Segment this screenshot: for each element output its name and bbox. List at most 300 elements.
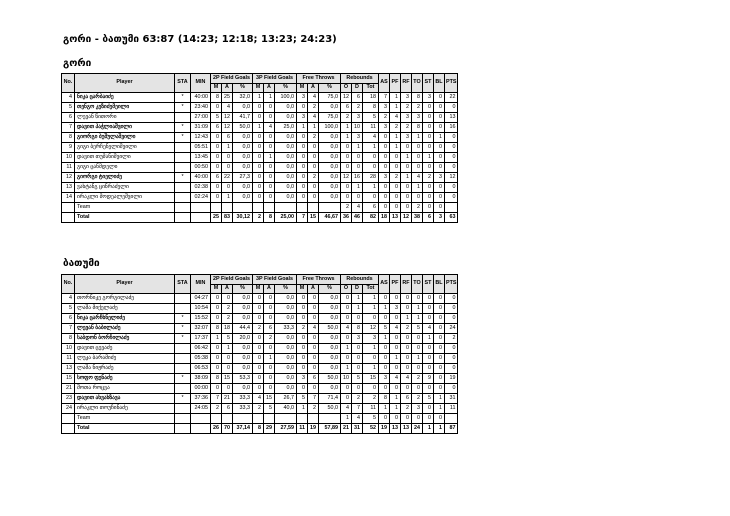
stat-p3p: 0,0 xyxy=(275,143,297,153)
stat-o: 12 xyxy=(341,173,352,183)
total-stat-rf: 12 xyxy=(401,213,412,223)
stat-p3m: 0 xyxy=(253,364,264,374)
col-subheader-a: A xyxy=(222,285,233,294)
blank-cell xyxy=(175,203,191,213)
stat-p2m: 2 xyxy=(211,404,222,414)
stat-to: 1 xyxy=(412,133,423,143)
col-subheader-a: A xyxy=(264,285,275,294)
stat-p3m: 0 xyxy=(253,314,264,324)
starter-mark: * xyxy=(175,314,191,324)
stat-p3a: 5 xyxy=(264,404,275,414)
stat-p2a: 21 xyxy=(222,394,233,404)
blank-cell xyxy=(191,213,211,223)
stat-d: 2 xyxy=(352,394,363,404)
col-header-3p: 3P Field Goals xyxy=(253,74,297,84)
total-stat-p2m: 26 xyxy=(211,424,222,434)
stat-st: 0 xyxy=(423,163,434,173)
team-stat-rf: 0 xyxy=(401,203,412,213)
minutes: 06:53 xyxy=(191,364,211,374)
blank-cell xyxy=(253,203,264,213)
stat-as: 0 xyxy=(379,314,390,324)
stat-p2a: 12 xyxy=(222,113,233,123)
stat-d: 1 xyxy=(352,143,363,153)
stat-p2a: 1 xyxy=(222,143,233,153)
stat-as: 5 xyxy=(379,324,390,334)
stat-bl: 0 xyxy=(434,354,445,364)
stat-p2a: 1 xyxy=(222,193,233,203)
stat-p2a: 0 xyxy=(222,364,233,374)
minutes: 40:00 xyxy=(191,173,211,183)
stat-ftm: 0 xyxy=(297,143,308,153)
total-stat-bl: 1 xyxy=(434,424,445,434)
col-header-sta: STA xyxy=(175,74,191,93)
stat-pts: 0 xyxy=(445,143,458,153)
stat-bl: 1 xyxy=(434,133,445,143)
stat-d: 1 xyxy=(352,294,363,304)
stat-o: 0 xyxy=(341,314,352,324)
stat-tot: 0 xyxy=(363,153,379,163)
col-subheader-m: M xyxy=(253,285,264,294)
stat-fta: 0 xyxy=(308,344,319,354)
stat-p2m: 7 xyxy=(211,394,222,404)
stat-rf: 3 xyxy=(401,113,412,123)
stat-tot: 11 xyxy=(363,404,379,414)
stat-p2a: 0 xyxy=(222,163,233,173)
starter-mark xyxy=(175,183,191,193)
stat-tot: 1 xyxy=(363,364,379,374)
stat-ftm: 0 xyxy=(297,314,308,324)
stat-p3p: 40,0 xyxy=(275,404,297,414)
stat-tot: 1 xyxy=(363,143,379,153)
stat-pf: 0 xyxy=(390,183,401,193)
player-name: დავით პაჭლიაშვილი xyxy=(75,123,175,133)
col-subheader-o: O xyxy=(341,285,352,294)
stat-st: 0 xyxy=(423,354,434,364)
stat-tot: 1 xyxy=(363,183,379,193)
stat-st: 0 xyxy=(423,143,434,153)
stat-rf: 0 xyxy=(401,364,412,374)
stat-st: 0 xyxy=(423,113,434,123)
stat-ftp: 0,0 xyxy=(319,153,341,163)
minutes: 05:38 xyxy=(191,354,211,364)
col-header-to: TO xyxy=(412,74,423,93)
col-header-st: ST xyxy=(423,74,434,93)
stat-as: 3 xyxy=(379,123,390,133)
stat-d: 1 xyxy=(352,304,363,314)
stat-tot: 3 xyxy=(363,334,379,344)
team-stat-pf: 0 xyxy=(390,203,401,213)
stat-tot: 18 xyxy=(363,93,379,103)
col-subheader-a: A xyxy=(222,84,233,93)
stat-p3a: 6 xyxy=(264,324,275,334)
stat-to: 0 xyxy=(412,334,423,344)
stat-to: 3 xyxy=(412,113,423,123)
stat-p3a: 0 xyxy=(264,133,275,143)
starter-mark xyxy=(175,384,191,394)
stat-as: 1 xyxy=(379,334,390,344)
stat-p2m: 6 xyxy=(211,123,222,133)
col-header-min: MIN xyxy=(191,275,211,294)
stat-o: 0 xyxy=(341,334,352,344)
team-stat-bl: 0 xyxy=(434,203,445,213)
team-name-away: ბათუმი xyxy=(63,258,100,269)
stat-d: 0 xyxy=(352,354,363,364)
stat-p2m: 0 xyxy=(211,163,222,173)
stat-pf: 0 xyxy=(390,344,401,354)
stat-p3m: 0 xyxy=(253,294,264,304)
stat-bl: 0 xyxy=(434,93,445,103)
total-stat-st: 6 xyxy=(423,213,434,223)
stat-p2m: 0 xyxy=(211,193,222,203)
stat-p3m: 0 xyxy=(253,374,264,384)
stat-pts: 0 xyxy=(445,354,458,364)
blank-cell xyxy=(191,414,211,424)
starter-mark: * xyxy=(175,103,191,113)
stat-p3p: 0,0 xyxy=(275,344,297,354)
stat-ftp: 0,0 xyxy=(319,173,341,183)
team-stat-to: 0 xyxy=(412,414,423,424)
blank-cell xyxy=(191,203,211,213)
stat-o: 0 xyxy=(341,143,352,153)
player-name: ნიკა ცარბაიძე xyxy=(75,93,175,103)
stat-p2a: 25 xyxy=(222,93,233,103)
starter-mark xyxy=(175,153,191,163)
starter-mark xyxy=(175,354,191,364)
stat-bl: 0 xyxy=(434,344,445,354)
stat-tot: 4 xyxy=(363,133,379,143)
stat-st: 0 xyxy=(423,364,434,374)
stat-ftm: 0 xyxy=(297,364,308,374)
stat-st: 5 xyxy=(423,394,434,404)
player-row xyxy=(62,173,474,183)
stat-p3m: 1 xyxy=(253,93,264,103)
team-stat-as: 0 xyxy=(379,414,390,424)
total-stat-tot: 52 xyxy=(363,424,379,434)
stat-d: 8 xyxy=(352,324,363,334)
stat-rf: 1 xyxy=(401,153,412,163)
stat-rf: 0 xyxy=(401,294,412,304)
col-subheader-d: D xyxy=(352,285,363,294)
stat-to: 0 xyxy=(412,143,423,153)
blank-cell xyxy=(297,414,308,424)
minutes: 32:07 xyxy=(191,324,211,334)
stat-o: 1 xyxy=(341,364,352,374)
stat-p3p: 0,0 xyxy=(275,133,297,143)
player-number: 10 xyxy=(62,344,75,354)
stat-pf: 1 xyxy=(390,103,401,113)
stat-o: 0 xyxy=(341,163,352,173)
stat-bl: 0 xyxy=(434,153,445,163)
blank-cell xyxy=(62,414,75,424)
stat-fta: 0 xyxy=(308,294,319,304)
player-name: დავით ცევაძე xyxy=(75,344,175,354)
total-row xyxy=(62,213,474,223)
col-subheader-a: A xyxy=(308,285,319,294)
player-row xyxy=(62,123,474,133)
minutes: 04:27 xyxy=(191,294,211,304)
blank-cell xyxy=(319,414,341,424)
stat-p3p: 33,3 xyxy=(275,324,297,334)
stat-as: 0 xyxy=(379,354,390,364)
total-stat-ftp: 57,89 xyxy=(319,424,341,434)
starter-mark: * xyxy=(175,394,191,404)
col-header-player: Player xyxy=(75,275,175,294)
stat-p3m: 0 xyxy=(253,183,264,193)
stat-p2a: 4 xyxy=(222,103,233,113)
player-name: გიგი ცანმდელი xyxy=(75,163,175,173)
stat-ftp: 0,0 xyxy=(319,384,341,394)
stat-p3a: 0 xyxy=(264,294,275,304)
stat-d: 0 xyxy=(352,314,363,324)
stat-p3p: 26,7 xyxy=(275,394,297,404)
stat-ftm: 5 xyxy=(297,394,308,404)
stat-bl: 0 xyxy=(434,103,445,113)
stat-p3p: 0,0 xyxy=(275,304,297,314)
stat-pf: 0 xyxy=(390,364,401,374)
stat-as: 2 xyxy=(379,113,390,123)
player-row xyxy=(62,324,474,334)
stat-d: 10 xyxy=(352,123,363,133)
stat-ftp: 50,0 xyxy=(319,374,341,384)
stat-o: 0 xyxy=(341,384,352,394)
player-number: 8 xyxy=(62,334,75,344)
col-subheader-pct: % xyxy=(319,285,341,294)
stat-o: 1 xyxy=(341,344,352,354)
stat-pts: 0 xyxy=(445,294,458,304)
stat-rf: 0 xyxy=(401,163,412,173)
stat-as: 8 xyxy=(379,394,390,404)
player-number: 7 xyxy=(62,324,75,334)
player-number: 13 xyxy=(62,364,75,374)
stat-pf: 0 xyxy=(390,193,401,203)
stat-fta: 2 xyxy=(308,404,319,414)
stat-p2p: 0,0 xyxy=(233,103,253,113)
stat-pts: 24 xyxy=(445,324,458,334)
team-stat-d: 4 xyxy=(352,203,363,213)
total-stat-p3a: 29 xyxy=(264,424,275,434)
col-subheader-a: A xyxy=(308,84,319,93)
stat-rf: 0 xyxy=(401,193,412,203)
stat-pf: 1 xyxy=(390,143,401,153)
stat-ftm: 0 xyxy=(297,153,308,163)
stat-ftm: 0 xyxy=(297,294,308,304)
stat-o: 10 xyxy=(341,374,352,384)
total-stat-as: 18 xyxy=(379,213,390,223)
starter-mark: * xyxy=(175,324,191,334)
team-stat-tot: 6 xyxy=(363,203,379,213)
stat-p3p: 0,0 xyxy=(275,193,297,203)
total-stat-fta: 15 xyxy=(308,213,319,223)
stat-fta: 1 xyxy=(308,123,319,133)
stat-ftp: 0,0 xyxy=(319,344,341,354)
total-row-label: Total xyxy=(75,213,175,223)
stat-p2m: 1 xyxy=(211,334,222,344)
stat-fta: 2 xyxy=(308,133,319,143)
stat-o: 0 xyxy=(341,304,352,314)
stat-p2a: 6 xyxy=(222,404,233,414)
stat-p2m: 8 xyxy=(211,374,222,384)
stat-fta: 0 xyxy=(308,364,319,374)
stat-o: 6 xyxy=(341,103,352,113)
player-name: თორნიკე გორგილაძე xyxy=(75,294,175,304)
total-stat-as: 19 xyxy=(379,424,390,434)
col-subheader-d: D xyxy=(352,84,363,93)
stat-p2m: 0 xyxy=(211,304,222,314)
stat-fta: 0 xyxy=(308,304,319,314)
stat-st: 0 xyxy=(423,183,434,193)
player-row xyxy=(62,404,474,414)
player-row xyxy=(62,344,474,354)
stat-tot: 12 xyxy=(363,324,379,334)
team-stat-st: 0 xyxy=(423,203,434,213)
team-stat-pf: 0 xyxy=(390,414,401,424)
blank-cell xyxy=(191,424,211,434)
minutes: 00:50 xyxy=(191,163,211,173)
stat-rf: 0 xyxy=(401,384,412,394)
col-subheader-m: M xyxy=(211,84,222,93)
stat-fta: 0 xyxy=(308,384,319,394)
total-stat-tot: 82 xyxy=(363,213,379,223)
player-number: 12 xyxy=(62,173,75,183)
stat-rf: 0 xyxy=(401,344,412,354)
stat-fta: 4 xyxy=(308,324,319,334)
stat-d: 0 xyxy=(352,153,363,163)
starter-mark xyxy=(175,143,191,153)
stat-o: 0 xyxy=(341,294,352,304)
box-score-table-home xyxy=(61,73,474,223)
stat-p3p: 0,0 xyxy=(275,384,297,394)
stat-p2m: 5 xyxy=(211,113,222,123)
stat-ftp: 75,0 xyxy=(319,93,341,103)
stat-p3a: 1 xyxy=(264,153,275,163)
stat-p2p: 32,0 xyxy=(233,93,253,103)
stat-d: 6 xyxy=(352,93,363,103)
player-number: 21 xyxy=(62,384,75,394)
stat-o: 0 xyxy=(341,354,352,364)
stat-p2m: 0 xyxy=(211,103,222,113)
stat-pf: 0 xyxy=(390,163,401,173)
stat-fta: 0 xyxy=(308,314,319,324)
stat-p2p: 0,0 xyxy=(233,354,253,364)
stat-ftp: 0,0 xyxy=(319,163,341,173)
blank-cell xyxy=(175,424,191,434)
col-header-bl: BL xyxy=(434,74,445,93)
total-stat-d: 31 xyxy=(352,424,363,434)
col-header-no: No. xyxy=(62,275,75,294)
stat-to: 0 xyxy=(412,193,423,203)
stat-fta: 0 xyxy=(308,163,319,173)
stat-p2p: 33,3 xyxy=(233,404,253,414)
total-stat-p3a: 8 xyxy=(264,213,275,223)
stat-p2a: 0 xyxy=(222,294,233,304)
col-subheader-o: O xyxy=(341,84,352,93)
stat-p2m: 0 xyxy=(211,364,222,374)
player-number: 4 xyxy=(62,294,75,304)
total-stat-bl: 3 xyxy=(434,213,445,223)
stat-p2a: 0 xyxy=(222,384,233,394)
stat-fta: 0 xyxy=(308,143,319,153)
stat-ftp: 100,0 xyxy=(319,123,341,133)
player-number: 23 xyxy=(62,394,75,404)
minutes: 24:05 xyxy=(191,404,211,414)
stat-d: 7 xyxy=(352,404,363,414)
stat-pf: 1 xyxy=(390,354,401,364)
minutes: 27:00 xyxy=(191,113,211,123)
stat-p3m: 1 xyxy=(253,123,264,133)
stat-pf: 1 xyxy=(390,133,401,143)
stat-st: 0 xyxy=(423,404,434,414)
total-stat-pf: 13 xyxy=(390,424,401,434)
blank-cell xyxy=(222,203,233,213)
total-stat-p2p: 30,12 xyxy=(233,213,253,223)
stat-ftm: 0 xyxy=(297,384,308,394)
player-name: შოთა როცვა xyxy=(75,384,175,394)
stat-bl: 0 xyxy=(434,384,445,394)
stat-ftm: 0 xyxy=(297,173,308,183)
player-row xyxy=(62,314,474,324)
player-number: 10 xyxy=(62,153,75,163)
total-row xyxy=(62,424,474,434)
team-row xyxy=(62,203,474,213)
stat-p3a: 4 xyxy=(264,123,275,133)
stat-tot: 0 xyxy=(363,384,379,394)
total-stat-to: 24 xyxy=(412,424,423,434)
stat-ftp: 0,0 xyxy=(319,193,341,203)
stat-ftm: 0 xyxy=(297,183,308,193)
stat-p3m: 0 xyxy=(253,143,264,153)
blank-cell xyxy=(211,203,222,213)
team-stat-tot: 5 xyxy=(363,414,379,424)
header-row xyxy=(62,275,474,285)
stat-ftp: 0,0 xyxy=(319,304,341,314)
stat-bl: 0 xyxy=(434,143,445,153)
player-row xyxy=(62,294,474,304)
stat-st: 3 xyxy=(423,93,434,103)
starter-mark xyxy=(175,113,191,123)
stat-pts: 0 xyxy=(445,163,458,173)
stat-d: 3 xyxy=(352,334,363,344)
stat-rf: 2 xyxy=(401,404,412,414)
header-row xyxy=(62,74,474,84)
game-title: გორი - ბათუმი 63:87 (14:23; 12:18; 13:23; 24:23) xyxy=(63,34,337,45)
col-subheader-m: M xyxy=(211,285,222,294)
stat-fta: 2 xyxy=(308,103,319,113)
player-name: სოფო ფენაძე xyxy=(75,374,175,384)
player-row xyxy=(62,384,474,394)
player-row xyxy=(62,374,474,384)
col-header-ft: Free Throws xyxy=(297,275,341,285)
blank-cell xyxy=(233,203,253,213)
stat-p2m: 0 xyxy=(211,314,222,324)
stat-p3m: 4 xyxy=(253,394,264,404)
col-header-player: Player xyxy=(75,74,175,93)
stat-ftm: 0 xyxy=(297,344,308,354)
total-stat-pts: 63 xyxy=(445,213,458,223)
box-score-table-away xyxy=(61,274,474,434)
player-name: ლაშა ნიჟრაძე xyxy=(75,364,175,374)
stat-bl: 0 xyxy=(434,324,445,334)
stat-o: 12 xyxy=(341,93,352,103)
stat-to: 8 xyxy=(412,93,423,103)
stat-to: 5 xyxy=(412,324,423,334)
stat-rf: 2 xyxy=(401,103,412,113)
col-header-st: ST xyxy=(423,275,434,294)
stat-to: 0 xyxy=(412,344,423,354)
minutes: 00:00 xyxy=(191,384,211,394)
stat-p2m: 0 xyxy=(211,183,222,193)
stat-p2a: 0 xyxy=(222,153,233,163)
stat-to: 4 xyxy=(412,173,423,183)
